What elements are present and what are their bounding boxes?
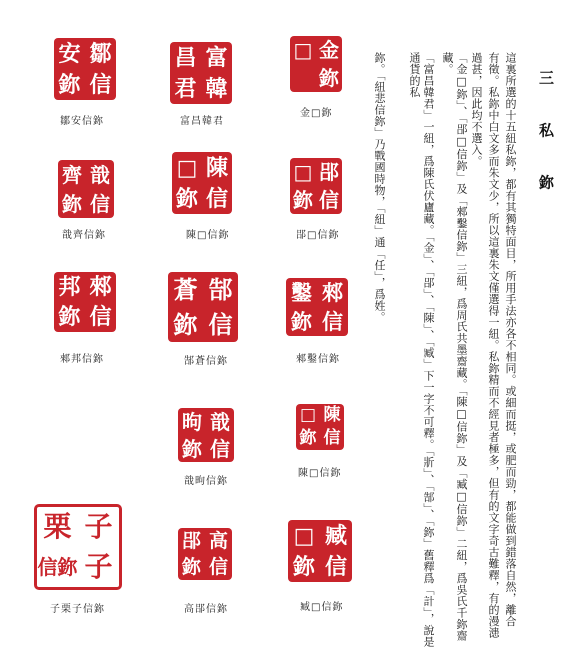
seal-lai-bang	[54, 272, 116, 332]
seal-caption: 子栗子信鉨	[50, 604, 105, 615]
seal-glyph: 臧	[324, 522, 347, 549]
text-column-1: 這裏所選的十五紐私鉨，都有其獨特面目，所用手法亦各不相同。或細而挺，或肥而勁，都能做到錯落自然，離合	[504, 52, 517, 627]
section-title: 三 私 鉨	[537, 70, 555, 206]
seal-impression	[288, 520, 352, 582]
seal-caption: 郜蒼信鉨	[184, 356, 228, 367]
seal-glyph: 郘	[181, 529, 201, 552]
seal-zhi-xu	[178, 408, 234, 462]
seal-gao-cang	[168, 272, 238, 342]
seal-glyph: 郘	[319, 160, 339, 184]
seal-glyph: □	[293, 160, 313, 184]
seal-impression	[178, 408, 234, 462]
seal-glyph: 陳	[323, 405, 341, 425]
seal-glyph: 鑿	[291, 280, 312, 305]
seal-glyph: □	[293, 522, 315, 549]
seal-glyph: 鉨	[292, 553, 315, 580]
seal-caption: 郘□信鉨	[296, 230, 340, 241]
seal-zou-an	[54, 38, 116, 100]
seal-glyph: 信	[210, 436, 230, 461]
seal-lai-zao	[286, 278, 348, 336]
seal-glyph: 鉨	[291, 309, 312, 334]
seal-glyph: 戠	[90, 162, 110, 187]
seal-glyph: 鉨	[181, 555, 201, 578]
seal-glyph: 陳	[205, 154, 228, 181]
seal-chen-2	[296, 404, 344, 450]
seal-glyph: 金	[319, 38, 339, 62]
seal-lu	[290, 158, 342, 214]
seal-caption: 郲邦信鉨	[60, 354, 104, 365]
seal-glyph: 戠	[210, 409, 230, 434]
seal-impression	[178, 528, 232, 580]
text-column-6: 鉨。「紐悲信鉨」乃戰國時物，「紐」通「任」，爲姓。	[373, 52, 386, 323]
seal-impression	[168, 272, 238, 342]
seal-glyph: 信鉨	[37, 555, 78, 579]
seal-caption: 郲鑿信鉨	[296, 354, 340, 365]
seal-glyph: 信	[90, 191, 110, 216]
seal-glyph: 鉨	[173, 309, 198, 339]
seal-glyph: 信	[323, 428, 341, 448]
seal-glyph: 子	[84, 510, 113, 543]
seal-impression	[286, 278, 348, 336]
seal-impression	[170, 42, 232, 104]
seal-glyph: 韓	[205, 75, 228, 102]
seal-impression	[54, 272, 116, 332]
seal-glyph: 信	[208, 555, 228, 578]
seal-glyph: 鉨	[319, 66, 339, 90]
seal-impression	[58, 160, 114, 218]
seal-glyph: 昫	[182, 409, 202, 434]
seal-impression	[290, 158, 342, 214]
seal-caption: 陳□信鉨	[298, 468, 342, 479]
seal-caption: 鄒安信鉨	[60, 116, 104, 127]
seal-glyph: 鉨	[58, 71, 81, 98]
seal-glyph: 鉨	[58, 304, 81, 330]
seal-glyph: 鄒	[89, 40, 112, 67]
seal-caption: 戠昫信鉨	[184, 476, 228, 487]
seal-caption: 臧□信鉨	[300, 602, 344, 613]
seal-zi-li-zi	[34, 504, 122, 590]
seal-glyph: 鉨	[62, 191, 82, 216]
seal-glyph: 郲	[89, 274, 112, 300]
seal-glyph: 昌	[174, 44, 197, 71]
seal-glyph: 君	[174, 75, 197, 102]
seal-glyph: 高	[208, 529, 228, 552]
seal-impression	[172, 152, 232, 214]
seal-caption: 戠齊信鉨	[62, 230, 106, 241]
text-column-5: 「富昌韓君」一紐，爲陳氏伏廬藏。「金」、「郘」、「陳」、「臧」下一字不可釋。「斨」、「郜」、「鉨」舊釋爲「計」，說是通貨的私	[408, 52, 435, 648]
seal-glyph: 富	[205, 44, 228, 71]
seal-glyph: 信	[324, 553, 347, 580]
seal-gao-lu	[178, 528, 232, 580]
text-column-4: 「金□鉨」、「郘□信鉨」及「郲鑿信鉨」三紐，爲周氏共墨齋藏。「陳□信鉨」及「臧□信鉨」二紐，爲吳氏千鉨齋藏。	[441, 52, 468, 642]
seal-glyph: 郲	[322, 280, 343, 305]
seal-glyph: 信	[322, 309, 343, 334]
seal-glyph: 子	[84, 550, 113, 583]
seal-impression	[54, 38, 116, 100]
seal-chen-1	[172, 152, 232, 214]
seal-glyph: 鉨	[182, 436, 202, 461]
seal-glyph: 信	[205, 185, 228, 212]
seal-caption: 高郘信鉨	[184, 604, 228, 615]
seal-glyph: 信	[89, 71, 112, 98]
seal-impression	[296, 404, 344, 450]
seal-glyph: 信	[319, 188, 339, 212]
seal-glyph: 栗	[43, 510, 72, 543]
seal-glyph: □	[293, 38, 313, 62]
seal-caption: 富昌韓君	[180, 116, 224, 127]
seal-jin-xi	[290, 36, 342, 92]
seal-impression	[34, 504, 122, 590]
seal-glyph: 信	[208, 309, 233, 339]
seal-glyph: 邦	[58, 274, 81, 300]
text-column-2: 有徵。私鉨中白文多而朱文少，所以這裏朱文僅選得一紐。私鉨精而不經見者極多，但有的文字奇古難釋，有的漫漶	[487, 52, 500, 639]
seal-glyph: □	[299, 405, 317, 425]
seal-glyph: 鉨	[293, 188, 313, 212]
seal-fuchang-hanjun	[170, 42, 232, 104]
seal-glyph: 安	[58, 40, 81, 67]
seal-impression	[290, 36, 342, 92]
seal-glyph: 信	[89, 304, 112, 330]
seal-glyph: 鉨	[175, 185, 198, 212]
seal-zhi-qi	[58, 160, 114, 218]
text-column-3: 過甚，因此均不選入。	[470, 52, 483, 167]
seal-zang	[288, 520, 352, 582]
seal-glyph: 齊	[62, 162, 82, 187]
seal-glyph: 郜	[208, 274, 233, 304]
seal-glyph: □	[176, 154, 198, 181]
seal-glyph: 蒼	[173, 274, 198, 304]
seal-caption: 金□鉨	[300, 108, 333, 119]
seal-caption: 陳□信鉨	[186, 230, 230, 241]
seal-glyph: 鉨	[299, 428, 317, 448]
